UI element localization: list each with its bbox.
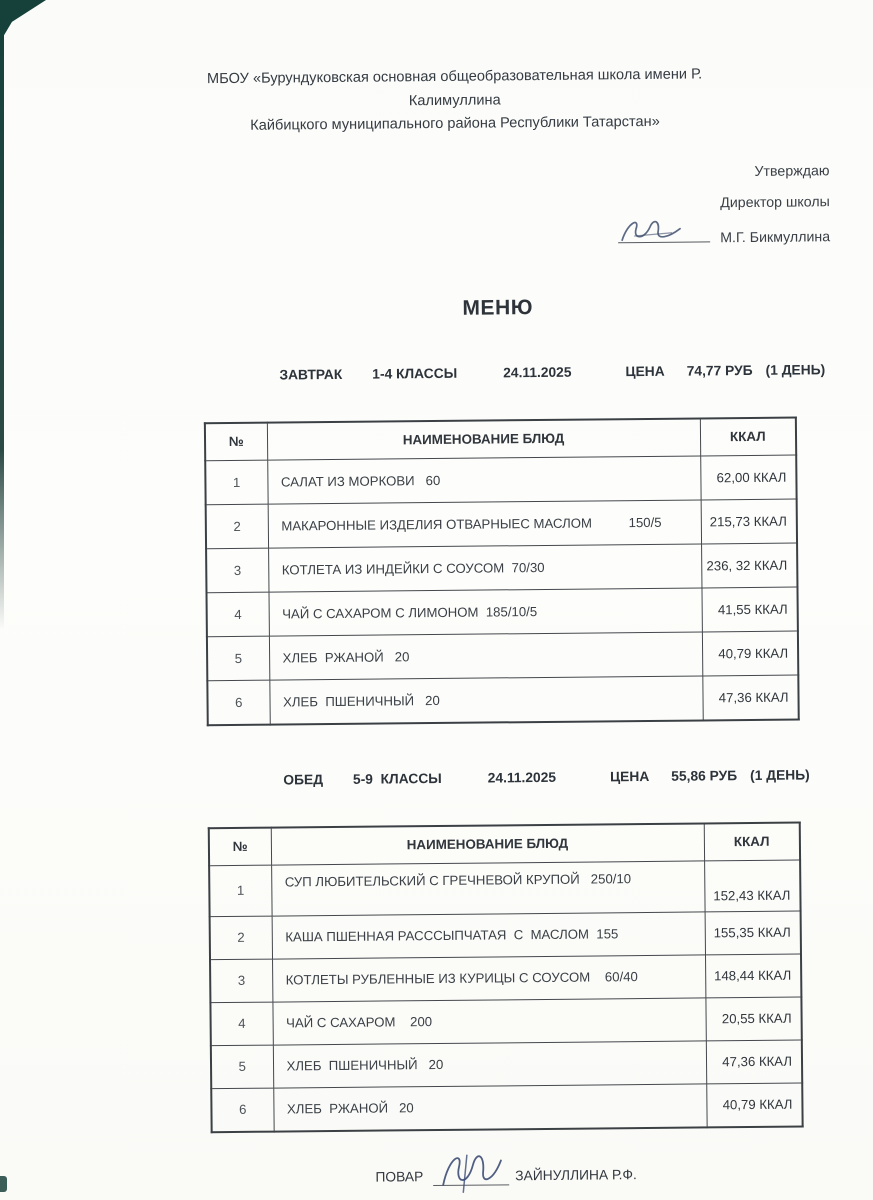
row-number: 3 <box>206 548 268 593</box>
approval-label: Утверждаю <box>754 163 830 180</box>
dish-name: ХЛЕБ ПШЕНИЧНЫЙ 20 <box>269 676 702 725</box>
dish-name: СУП ЛЮБИТЕЛЬСКИЙ С ГРЕЧНЕВОЙ КРУПОЙ 250/10 <box>271 861 704 916</box>
lunch-price-label: ЦЕНА <box>609 768 650 785</box>
breakfast-price-value: 74,77 РУБ <box>686 362 753 379</box>
kcal-value: 41,55 ККАЛ <box>701 587 797 632</box>
cook-label: ПОВАР <box>375 1169 424 1185</box>
breakfast-meal-label: ЗАВТРАК <box>279 366 343 383</box>
col-header-kcal: ККАЛ <box>704 822 800 860</box>
kcal-value: 40,79 ККАЛ <box>706 1083 802 1127</box>
lunch-classes: 5-9 КЛАССЫ <box>352 770 442 787</box>
school-name <box>173 63 736 139</box>
breakfast-table-row <box>205 455 796 505</box>
director-name: М.Г. Бикмуллина <box>720 229 831 247</box>
breakfast-header-line <box>256 347 871 398</box>
dish-name: ХЛЕБ РЖАНОЙ 20 <box>269 632 702 680</box>
col-header-kcal: ККАЛ <box>700 417 796 455</box>
kcal-value: 215,73 ККАЛ <box>701 499 797 544</box>
row-number: 6 <box>207 680 269 725</box>
row-number: 4 <box>206 592 268 637</box>
dish-name: КОТЛЕТА ИЗ ИНДЕЙКИ С СОУСОМ 70/30 <box>268 544 701 592</box>
breakfast-table-row <box>207 631 798 681</box>
cook-signature-line-rule <box>433 1166 509 1186</box>
breakfast-table-row <box>206 499 797 549</box>
lunch-table-row <box>210 954 801 1003</box>
cook-signature-ink <box>433 1146 509 1195</box>
lunch-date: 24.11.2025 <box>487 769 557 786</box>
breakfast-table-header-row <box>205 417 796 460</box>
lunch-header-line <box>260 752 873 803</box>
lunch-table-header-row <box>209 822 800 865</box>
row-number: 2 <box>210 916 272 960</box>
page-title: МЕНЮ <box>462 295 534 320</box>
lunch-meal-label: ОБЕД <box>283 772 324 788</box>
breakfast-table-row <box>207 675 798 725</box>
dish-name: ЧАЙ С САХАРОМ С ЛИМОНОМ 185/10/5 <box>268 588 701 636</box>
lunch-table-row <box>209 860 800 917</box>
dish-name: САЛАТ ИЗ МОРКОВИ 60 <box>267 456 700 504</box>
row-number: 5 <box>211 1045 273 1089</box>
row-number: 1 <box>209 865 271 917</box>
director-signature-row <box>0 225 830 253</box>
dish-name: КАША ПШЕННАЯ РАСССЫПЧАТАЯ С МАСЛОМ 155 <box>272 912 705 959</box>
row-number: 1 <box>205 460 267 505</box>
kcal-value: 47,36 ККАЛ <box>706 1040 802 1084</box>
school-name-line2: Кайбицкого муниципального района Республики Татарстан» <box>250 114 660 135</box>
lunch-table-row <box>210 997 801 1046</box>
lunch-table <box>208 821 804 1133</box>
dish-name: ХЛЕБ ПШЕНИЧНЫЙ 20 <box>273 1041 706 1088</box>
dish-name: ХЛЕБ РЖАНОЙ 20 <box>273 1084 706 1132</box>
kcal-value: 148,44 ККАЛ <box>705 954 801 998</box>
lunch-price-value: 55,86 РУБ <box>671 768 738 784</box>
col-header-name: НАИМЕНОВАНИЕ БЛЮД <box>271 823 704 865</box>
cook-name: ЗАЙНУЛЛИНА Р.Ф. <box>515 1167 637 1184</box>
lunch-table-row <box>210 911 801 960</box>
col-header-num: № <box>205 423 267 461</box>
breakfast-table-row <box>206 587 797 637</box>
row-number: 2 <box>206 504 268 549</box>
breakfast-date: 24.11.2025 <box>503 364 572 381</box>
approval-block <box>0 163 830 253</box>
breakfast-day-label: (1 ДЕНЬ) <box>765 362 826 378</box>
dish-name: МАКАРОННЫЕ ИЗДЕЛИЯ ОТВАРНЫЕС МАСЛОМ 150/5 <box>268 500 701 548</box>
signature-line <box>618 226 710 243</box>
director-signature-ink <box>614 213 700 248</box>
dish-name: ЧАЙ С САХАРОМ 200 <box>272 998 705 1045</box>
col-header-num: № <box>209 828 271 866</box>
row-number: 4 <box>210 1002 272 1046</box>
row-number: 3 <box>210 959 272 1003</box>
breakfast-table <box>204 416 800 726</box>
kcal-value: 62,00 ККАЛ <box>700 455 796 500</box>
lunch-table-row <box>211 1083 802 1132</box>
director-title: Директор школы <box>720 194 830 212</box>
kcal-value: 47,36 ККАЛ <box>702 675 798 720</box>
school-name-line1: МБОУ «Бурундуковская основная общеобразовательная школа имени Р. Калимуллина <box>206 66 703 109</box>
kcal-value: 20,55 ККАЛ <box>705 997 801 1041</box>
breakfast-classes: 1-4 КЛАССЫ <box>372 365 458 382</box>
kcal-value: 236, 32 ККАЛ <box>701 543 797 588</box>
breakfast-table-row <box>206 543 797 593</box>
kcal-value: 152,43 ККАЛ <box>704 860 800 912</box>
lunch-table-row <box>211 1040 802 1089</box>
row-number: 6 <box>211 1088 273 1132</box>
dish-name: КОТЛЕТЫ РУБЛЕННЫЕ ИЗ КУРИЦЫ С СОУСОМ 60/40 <box>272 955 705 1002</box>
col-header-name: НАИМЕНОВАНИЕ БЛЮД <box>267 418 700 460</box>
breakfast-price-label: ЦЕНА <box>625 363 665 380</box>
kcal-value: 40,79 ККАЛ <box>702 631 798 676</box>
lunch-day-label: (1 ДЕНЬ) <box>750 767 810 783</box>
kcal-value: 155,35 ККАЛ <box>705 911 801 955</box>
cook-signature-line <box>211 1163 801 1188</box>
row-number: 5 <box>207 636 269 681</box>
